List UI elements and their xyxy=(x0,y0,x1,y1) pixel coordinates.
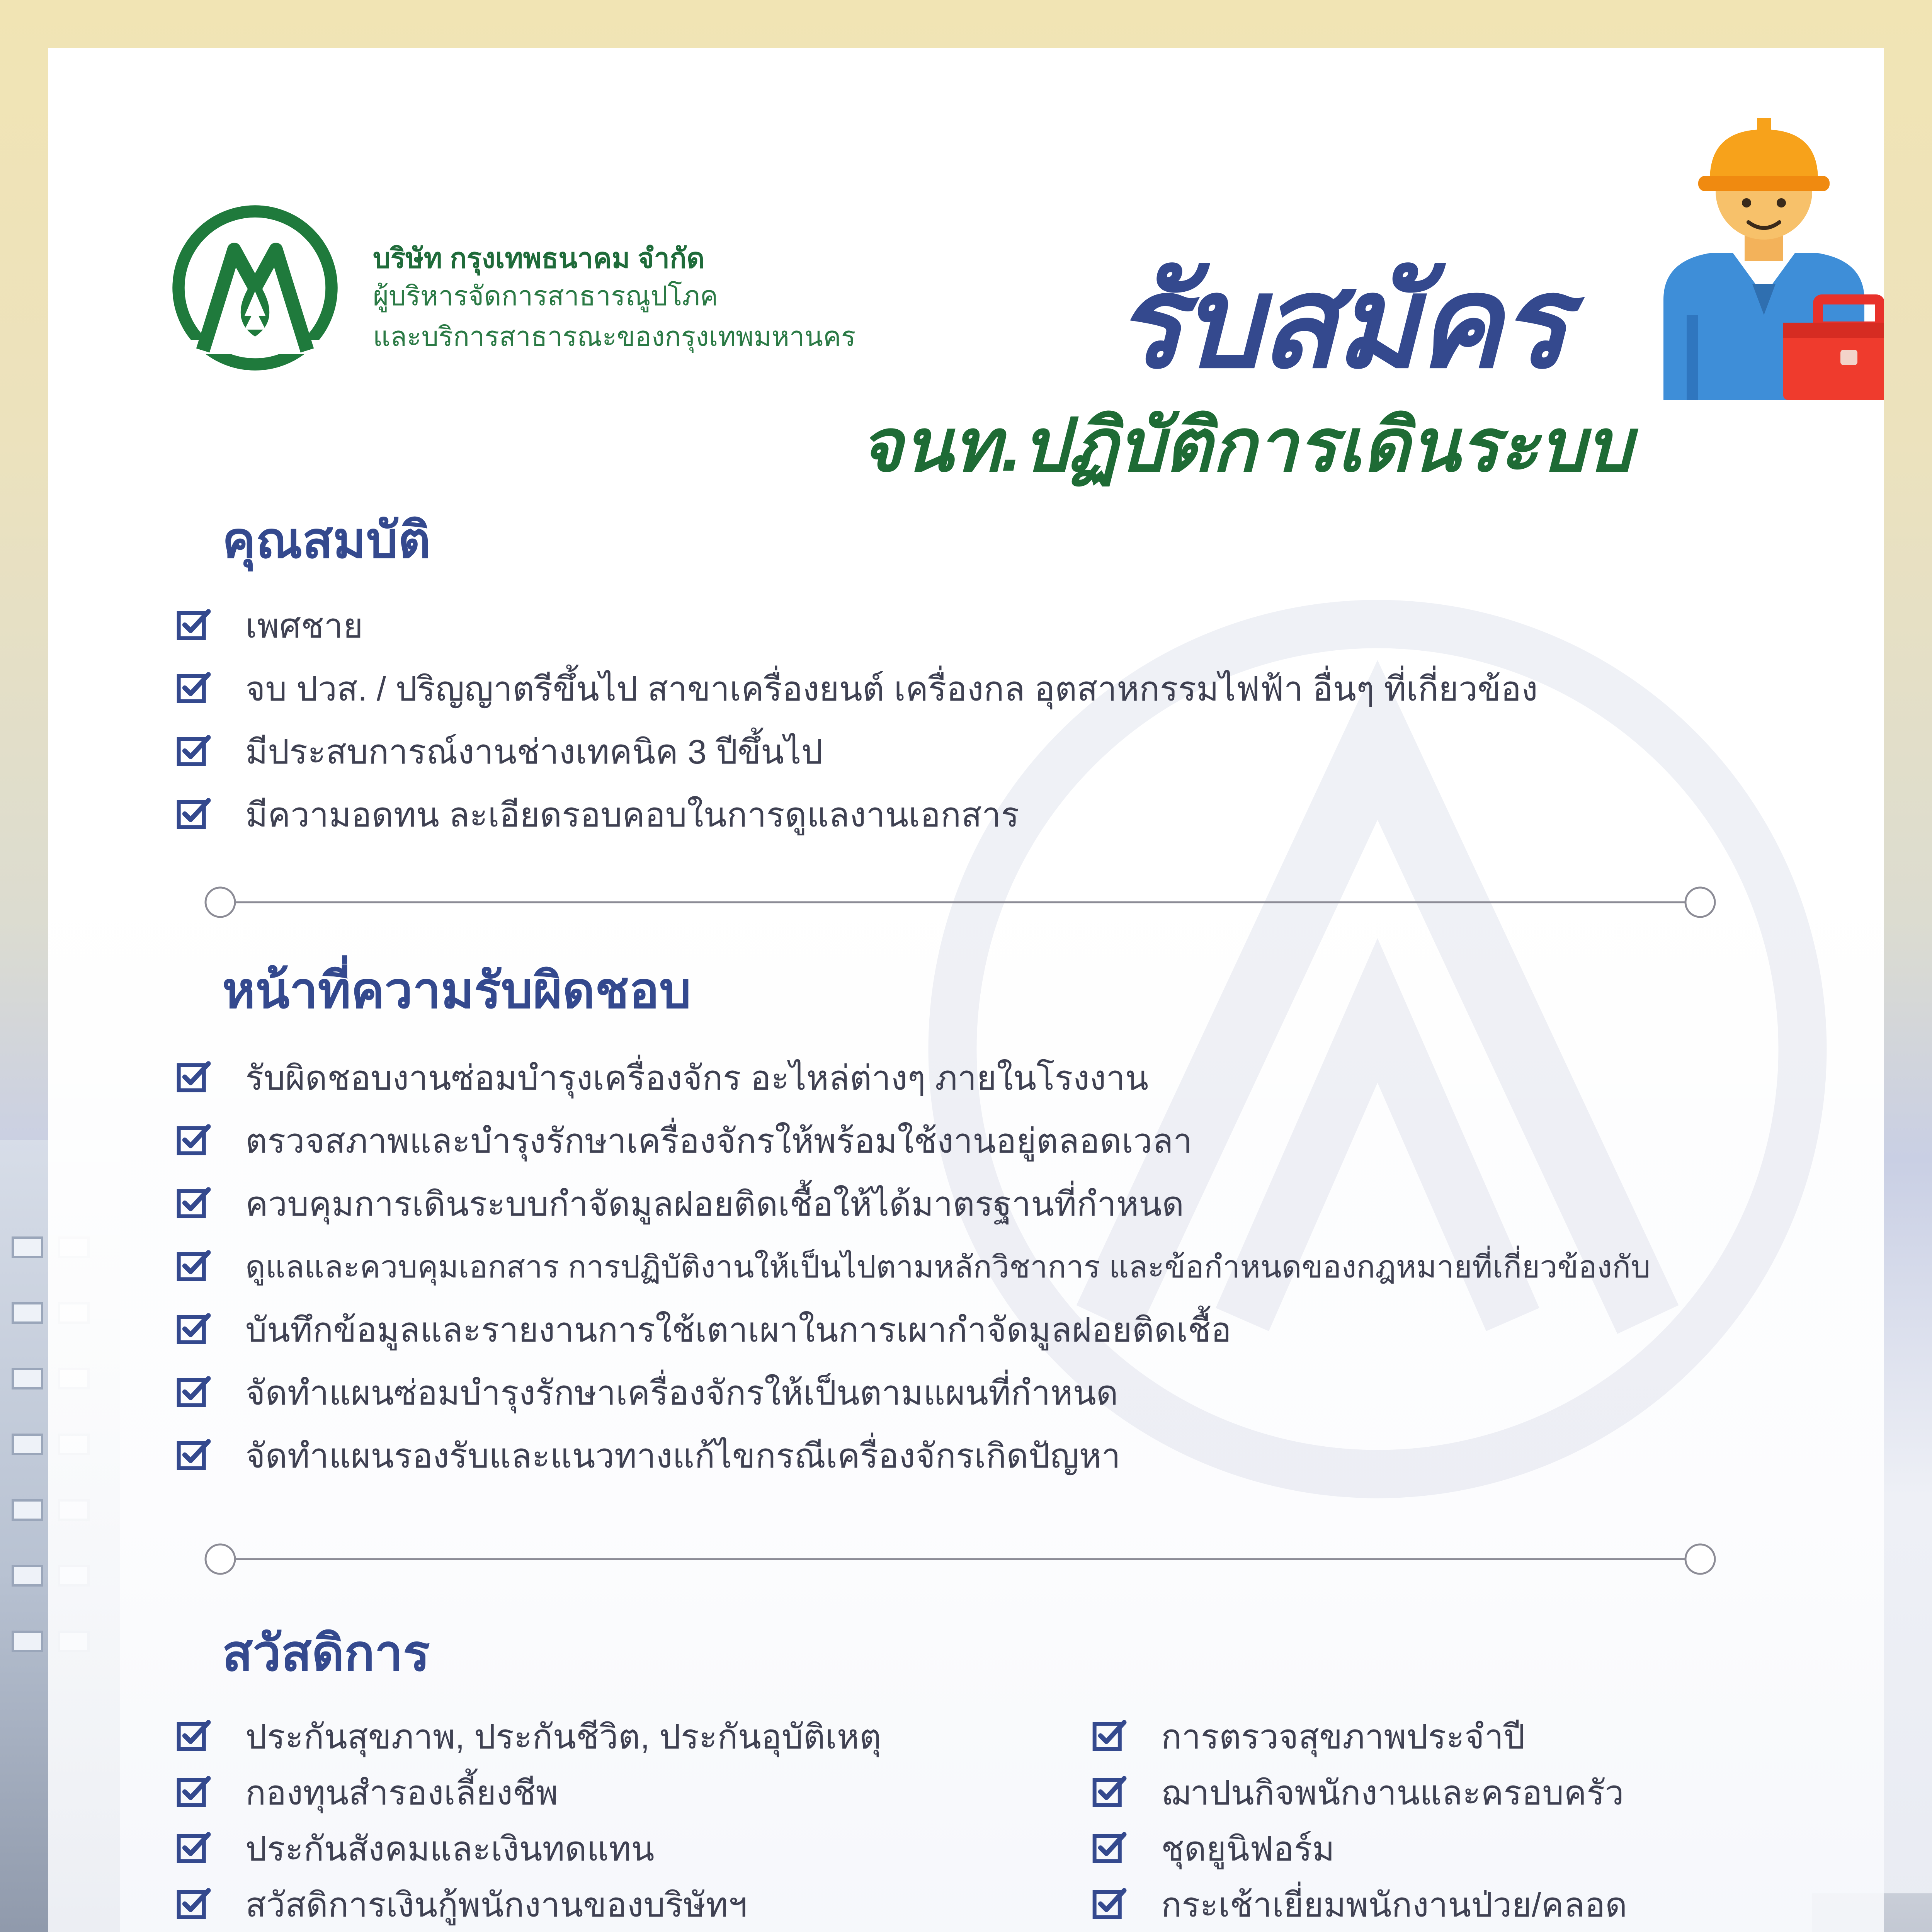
checked-box-icon xyxy=(176,733,211,769)
checked-box-icon xyxy=(176,1248,211,1284)
building-window xyxy=(12,1631,43,1652)
benefit-text: ประกันสุขภาพ, ประกันชีวิต, ประกันอุบัติเหตุ xyxy=(245,1718,881,1756)
benefit-text: ประกันสังคมและเงินทดแทน xyxy=(245,1830,655,1868)
responsibility-text: จัดทำแผนรองรับและแนวทางแก้ไขกรณีเครื่องจักรเกิดปัญหา xyxy=(245,1437,1121,1475)
page-title: รับสมัคร xyxy=(1115,251,1566,393)
benefit-text: การตรวจสุขภาพประจำปี xyxy=(1161,1718,1525,1756)
worker-toolbox-icon xyxy=(1656,114,1884,400)
qualification-text: จบ ปวส. / ปริญญาตรีขึ้นไป สาขาเครื่องยนต์ เครื่องกล อุตสาหกรรมไฟฟ้า อื่นๆ ที่เกี่ยวข้อง xyxy=(245,670,1538,708)
benefit-text: กระเช้าเยี่ยมพนักงานป่วย/คลอด xyxy=(1161,1886,1628,1924)
section-divider xyxy=(203,1542,1718,1577)
company-tagline-1: ผู้บริหารจัดการสาธารณูปโภค xyxy=(373,281,718,311)
responsibility-text: บันทึกข้อมูลและรายงานการใช้เตาเผาในการเผากำจัดมูลฝอยติดเชื้อ xyxy=(245,1311,1231,1349)
checked-box-icon xyxy=(176,1374,211,1410)
company-logo-icon xyxy=(166,201,344,375)
checked-box-icon xyxy=(176,1774,211,1810)
responsibilities-heading: หน้าที่ความรับผิดชอบ xyxy=(222,962,691,1019)
checked-box-icon xyxy=(176,1437,211,1473)
building-window xyxy=(12,1302,43,1324)
job-position-title: จนท.ปฏิบัติการเดินระบบ xyxy=(860,405,1632,486)
qualification-text: มีประสบการณ์งานช่างเทคนิค 3 ปีขึ้นไป xyxy=(245,733,823,771)
benefit-text: ชุดยูนิฟอร์ม xyxy=(1161,1830,1335,1868)
building-window xyxy=(12,1565,43,1587)
checked-box-icon xyxy=(1092,1830,1127,1866)
benefit-text: ฌาปนกิจพนักงานและครอบครัว xyxy=(1161,1774,1624,1812)
checked-box-icon xyxy=(176,1122,211,1158)
checked-box-icon xyxy=(176,1718,211,1753)
responsibility-text: จัดทำแผนซ่อมบำรุงรักษาเครื่องจักรให้เป็นตามแผนที่กำหนด xyxy=(245,1374,1118,1412)
checked-box-icon xyxy=(1092,1886,1127,1922)
building-window xyxy=(12,1236,43,1258)
building-window xyxy=(12,1499,43,1521)
company-name: บริษัท กรุงเทพธนาคม จำกัด xyxy=(373,243,705,274)
checked-box-icon xyxy=(1092,1774,1127,1810)
benefit-text: กองทุนสำรองเลี้ยงชีพ xyxy=(245,1774,558,1812)
building-window xyxy=(12,1368,43,1389)
responsibility-text: ดูแลและควบคุมเอกสาร การปฏิบัติงานให้เป็นไปตามหลักวิชาการ และข้อกำหนดของกฎหมายที่เกี่ยวข้องกับ xyxy=(245,1250,1651,1284)
qualification-text: มีความอดทน ละเอียดรอบคอบในการดูแลงานเอกสาร xyxy=(245,796,1019,834)
responsibility-text: ตรวจสภาพและบำรุงรักษาเครื่องจักรให้พร้อมใช้งานอยู่ตลอดเวลา xyxy=(245,1122,1192,1160)
checked-box-icon xyxy=(176,607,211,643)
checked-box-icon xyxy=(176,1059,211,1095)
responsibility-text: ควบคุมการเดินระบบกำจัดมูลฝอยติดเชื้อให้ได้มาตรฐานที่กำหนด xyxy=(245,1185,1184,1223)
checked-box-icon xyxy=(1092,1718,1127,1753)
checked-box-icon xyxy=(176,1830,211,1866)
building-window xyxy=(12,1434,43,1455)
checked-box-icon xyxy=(176,1886,211,1922)
checked-box-icon xyxy=(176,1311,211,1347)
section-divider xyxy=(203,885,1718,920)
poster-card xyxy=(48,48,1884,1932)
company-tagline-2: และบริการสาธารณะของกรุงเทพมหานคร xyxy=(373,321,856,352)
checked-box-icon xyxy=(176,670,211,706)
benefit-text: สวัสดิการเงินกู้พนักงานของบริษัทฯ xyxy=(245,1886,747,1924)
responsibility-text: รับผิดชอบงานซ่อมบำรุงเครื่องจักร อะไหล่ต่างๆ ภายในโรงงาน xyxy=(245,1059,1149,1097)
checked-box-icon xyxy=(176,796,211,832)
qualifications-heading: คุณสมบัติ xyxy=(222,512,431,568)
checked-box-icon xyxy=(176,1185,211,1221)
qualification-text: เพศชาย xyxy=(245,607,363,645)
benefits-heading: สวัสดิการ xyxy=(222,1625,430,1681)
